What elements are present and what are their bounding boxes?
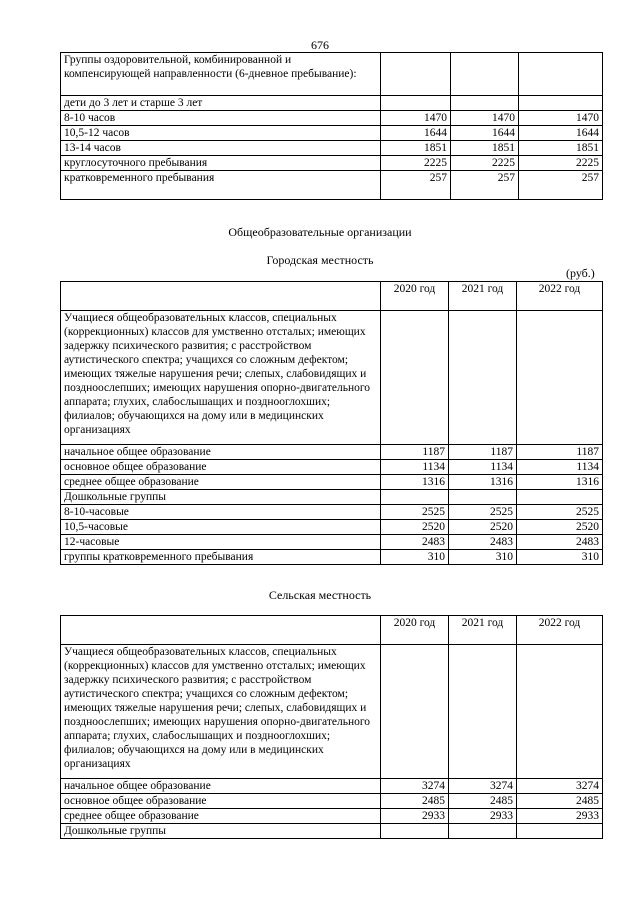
page-number: 676 xyxy=(311,38,329,52)
preschool-header: Дошкольные группы xyxy=(61,490,381,505)
table-row: 13-14 часов 1851 1851 1851 xyxy=(61,141,603,156)
urban-description: Учащиеся общеобразовательных классов, специальных (коррекционных) классов для умственно отсталых; имеющих задержку психического развития; с расстройством аутистического спектра; учащихся со сложным дефектом; имеющих тяжелые нарушения речи; слепых, слабовидящих и поздноослепших; имеющих нарушения опорно-двигательного аппарата; глухих, слабослышащих и позднооглохших; филиалов; обучающихся на дому или в медицинских организациях xyxy=(61,311,381,445)
table-row xyxy=(61,53,603,96)
intro-cell: Группы оздоровительной, комбинированной и компенсирующей направленности (6-дневное пребывание): xyxy=(61,53,381,96)
table-row: основное общее образование 2485 2485 2485 xyxy=(61,794,603,809)
table-row xyxy=(61,490,603,505)
table-row: 10,5-часовые 2520 2520 2520 xyxy=(61,520,603,535)
table-row: среднее общее образование 1316 1316 1316 xyxy=(61,475,603,490)
table-row: основное общее образование 1134 1134 1134 xyxy=(61,460,603,475)
table-row: 2020 год 2021 год 2022 год xyxy=(61,282,603,311)
rural-title: Сельская местность xyxy=(268,588,372,602)
subheader-cell: дети до 3 лет и старше 3 лет xyxy=(61,96,381,111)
table-row xyxy=(61,645,603,779)
table-row: начальное общее образование 3274 3274 3274 xyxy=(61,779,603,794)
preschool-header: Дошкольные группы xyxy=(61,824,381,839)
urban-table xyxy=(60,281,603,565)
table-row: 2020 год 2021 год 2022 год xyxy=(61,616,603,645)
table-row: 12-часовые 2483 2483 2483 xyxy=(61,535,603,550)
table-row xyxy=(61,96,603,111)
table-row xyxy=(61,824,603,839)
table-row: начальное общее образование 1187 1187 1187 xyxy=(61,445,603,460)
table-row: среднее общее образование 2933 2933 2933 xyxy=(61,809,603,824)
table-row xyxy=(61,311,603,445)
rural-description: Учащиеся общеобразовательных классов, специальных (коррекционных) классов для умственно отсталых; имеющих задержку психического развития; с расстройством аутистического спектра; учащихся со сложным дефектом; имеющих тяжелые нарушения речи; слепых, слабовидящих и поздноослепших; имеющих нарушения опорно-двигательного аппарата; глухих, слабослышащих и позднооглохших; филиалов; обучающихся на дому или в медицинских организациях xyxy=(61,645,381,779)
table-row: круглосуточного пребывания 2225 2225 2225 xyxy=(61,156,603,171)
table-row: 10,5-12 часов 1644 1644 1644 xyxy=(61,126,603,141)
table-row: кратковременного пребывания 257 257 257 xyxy=(61,171,603,200)
unit-label: (руб.) xyxy=(566,266,595,280)
section-title: Общеобразовательные организации xyxy=(228,225,412,239)
preschool-groups-table xyxy=(60,52,603,200)
table-row: 8-10 часов 1470 1470 1470 xyxy=(61,111,603,126)
table-row: 8-10-часовые 2525 2525 2525 xyxy=(61,505,603,520)
urban-title: Городская местность xyxy=(266,253,374,267)
rural-table xyxy=(60,615,603,839)
table-row: группы кратковременного пребывания 310 310 310 xyxy=(61,550,603,565)
